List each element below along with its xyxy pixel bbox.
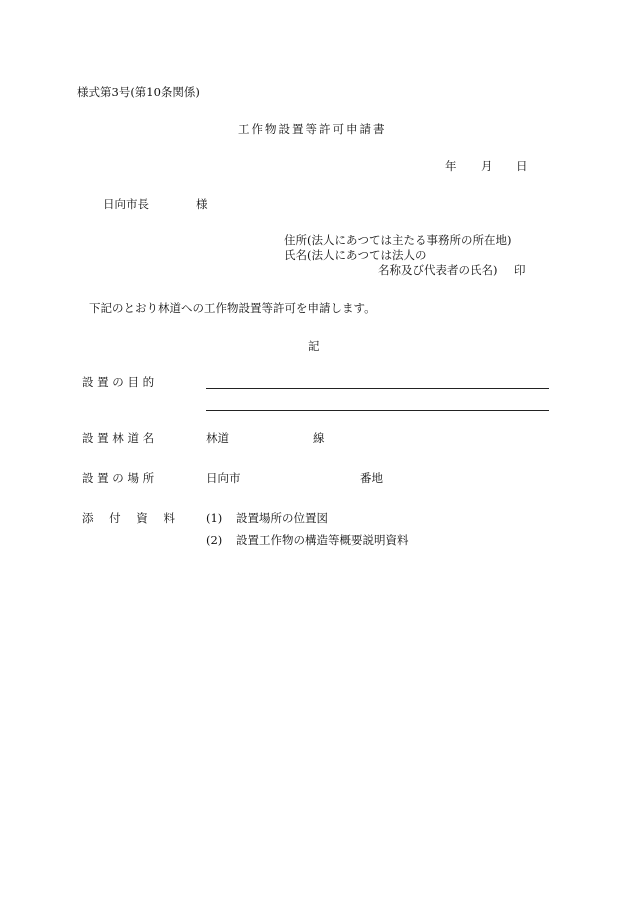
attach-label: 添 付 資 料 (82, 511, 181, 525)
document-title: 工作物設置等許可申請書 (238, 122, 387, 136)
body-text: 下記のとおり林道への工作物設置等許可を申請します。 (89, 301, 376, 315)
purpose-line-2 (206, 410, 549, 411)
addressee-mayor: 日向市長 (103, 197, 149, 211)
applicant-seal: 印 (514, 263, 526, 277)
addressee-honorific: 様 (196, 197, 208, 211)
purpose-label: 設 置 の 目 的 (82, 375, 155, 389)
date-year: 年 (445, 159, 457, 173)
ki-heading: 記 (308, 339, 320, 353)
road-suffix: 線 (313, 431, 325, 445)
date-day: 日 (516, 159, 528, 173)
applicant-address-label: 住所(法人にあつては主たる事務所の所在地) (284, 233, 512, 247)
applicant-name-label-cont: 名称及び代表者の氏名) (378, 263, 498, 277)
attach-item-2-text: 設置工作物の構造等概要説明資料 (236, 533, 409, 547)
date-month: 月 (481, 159, 493, 173)
attach-item-2-num: (2) (206, 533, 223, 547)
place-prefix: 日向市 (206, 471, 241, 485)
road-label: 設 置 林 道 名 (82, 431, 155, 445)
purpose-line-1 (206, 388, 549, 389)
applicant-name-label: 氏名(法人にあつては法人の (284, 248, 427, 262)
place-label: 設 置 の 場 所 (82, 471, 155, 485)
attach-item-1-text: 設置場所の位置図 (236, 511, 328, 525)
road-prefix: 林道 (206, 431, 229, 445)
form-number: 様式第3号(第10条関係) (77, 85, 200, 99)
place-suffix: 番地 (360, 471, 383, 485)
attach-item-1-num: (1) (206, 511, 223, 525)
